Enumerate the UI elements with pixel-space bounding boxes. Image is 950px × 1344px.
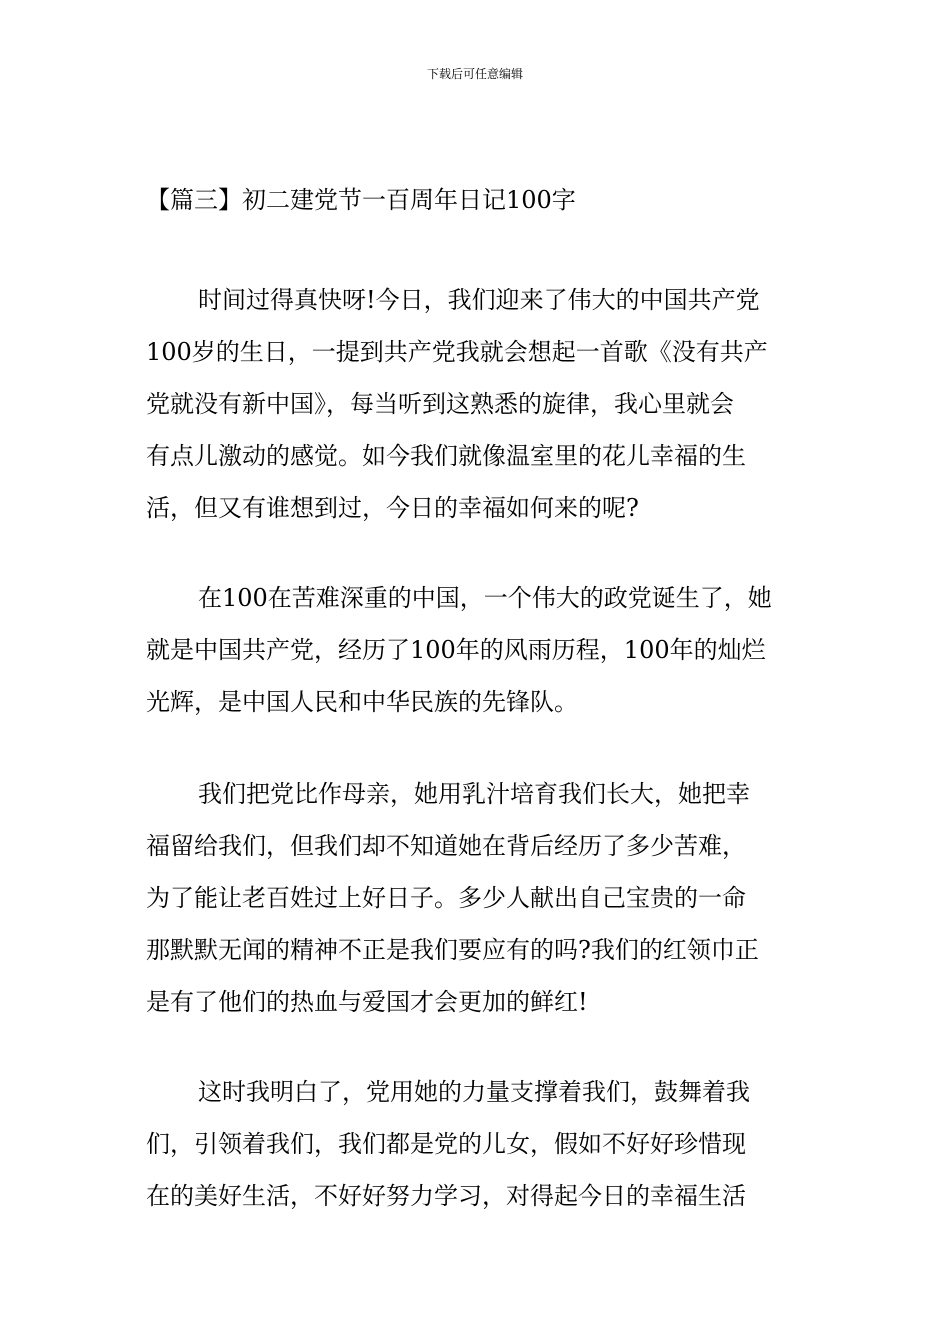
paragraph-line: 光辉，是中国人民和中华民族的先锋队。: [146, 688, 578, 716]
paragraph-line: 有点儿激动的感觉。如今我们就像温室里的花儿幸福的生: [146, 442, 746, 470]
paragraph-3: [146, 776, 806, 1036]
paragraph-line: 那默默无闻的精神不正是我们要应有的吗?我们的红领巾正: [146, 936, 759, 964]
paragraph-2: [146, 580, 806, 736]
document-title: 【篇三】初二建党节一百周年日记100字: [146, 186, 576, 214]
paragraph-line: 这时我明白了，党用她的力量支撑着我们，鼓舞着我: [198, 1078, 750, 1106]
paragraph-line: 福留给我们，但我们却不知道她在背后经历了多少苦难，: [146, 832, 746, 860]
paragraph-1: [146, 282, 806, 542]
paragraph-line: 们，引领着我们，我们都是党的儿女，假如不好好珍惜现: [146, 1130, 746, 1158]
paragraph-line: 是有了他们的热血与爱国才会更加的鲜红!: [146, 988, 588, 1016]
paragraph-line: 100岁的生日，一提到共产党我就会想起一首歌《没有共产: [146, 338, 768, 366]
paragraph-line: 党就没有新中国》，每当听到这熟悉的旋律，我心里就会: [146, 390, 734, 418]
paragraph-line: 我们把党比作母亲，她用乳汁培育我们长大，她把幸: [198, 780, 750, 808]
paragraph-line: 就是中国共产党，经历了100年的风雨历程，100年的灿烂: [146, 636, 766, 664]
paragraph-4: [146, 1074, 806, 1230]
paragraph-line: 时间过得真快呀!今日，我们迎来了伟大的中国共产党: [198, 286, 760, 314]
paragraph-line: 为了能让老百姓过上好日子。多少人献出自己宝贵的一命: [146, 884, 746, 912]
paragraph-line: 在的美好生活，不好好努力学习，对得起今日的幸福生活: [146, 1182, 746, 1210]
paragraph-line: 在100在苦难深重的中国，一个伟大的政党诞生了，她: [198, 584, 772, 612]
paragraph-line: 活，但又有谁想到过，今日的幸福如何来的呢?: [146, 494, 639, 522]
header-note: 下载后可任意编辑: [426, 67, 523, 81]
